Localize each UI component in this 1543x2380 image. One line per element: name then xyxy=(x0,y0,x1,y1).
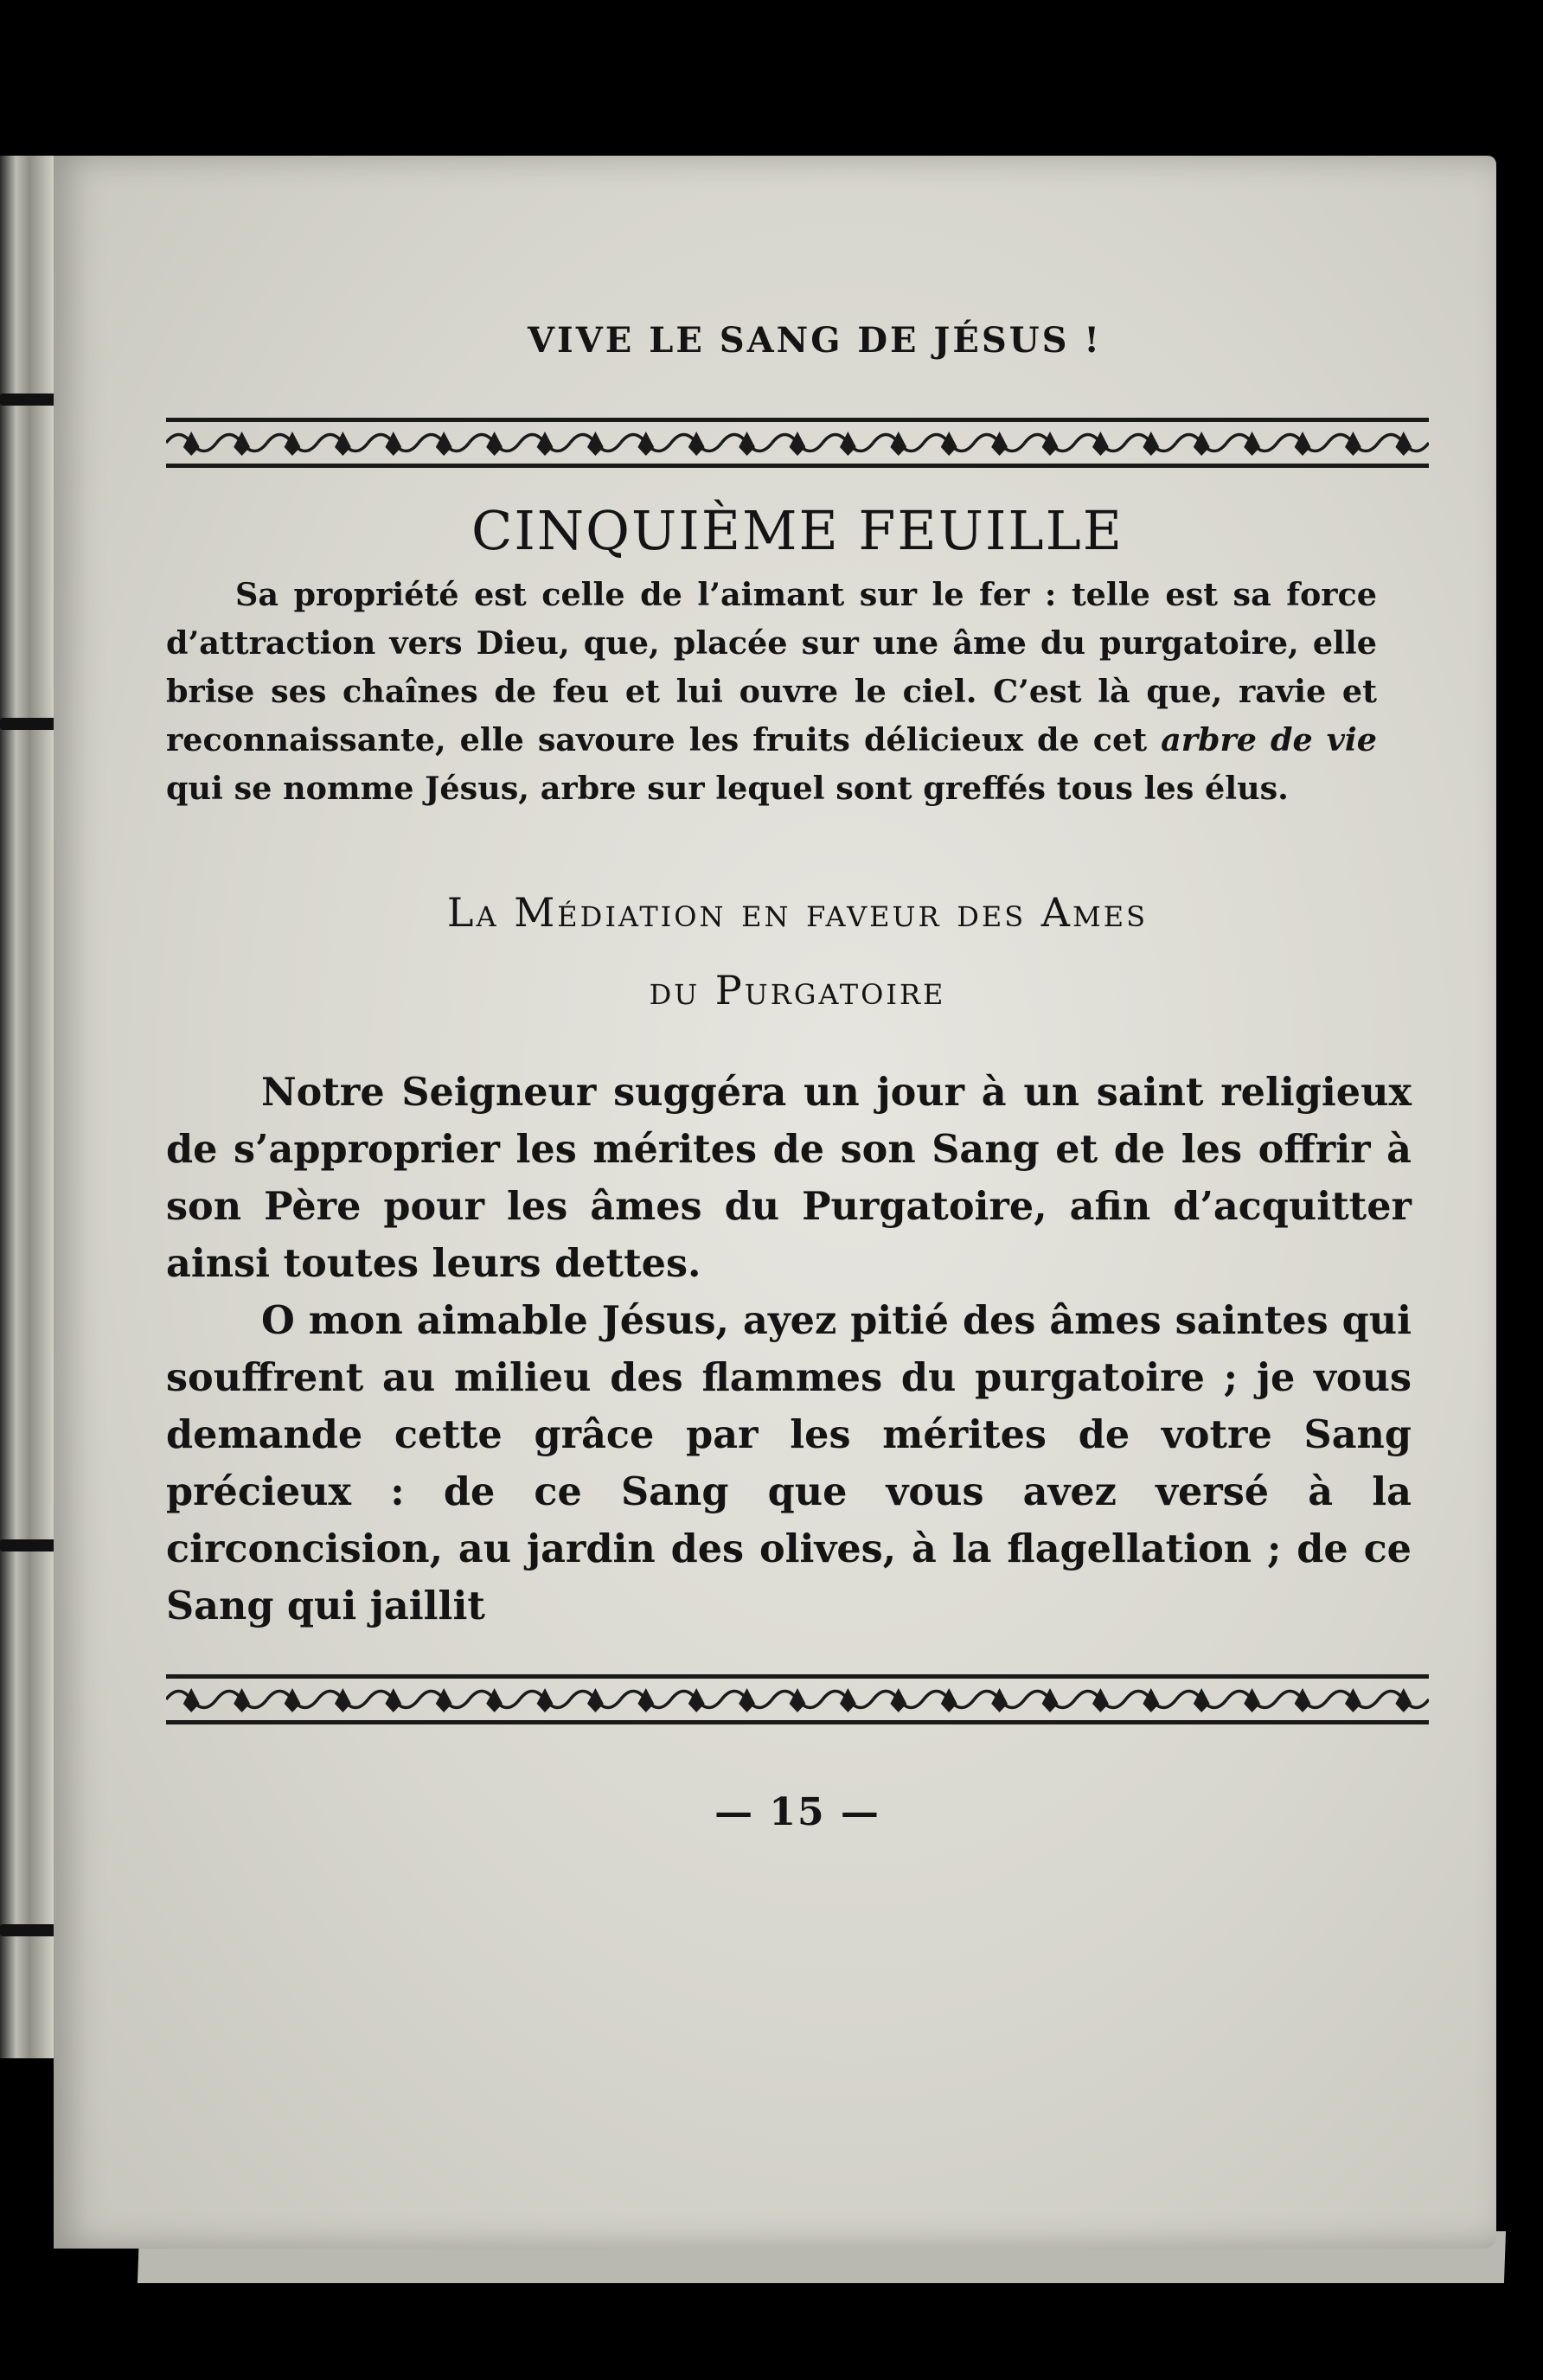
ornamental-border-top xyxy=(166,413,1429,473)
intro-paragraph xyxy=(166,571,1377,813)
running-head: VIVE LE SANG DE JÉSUS ! xyxy=(528,320,1102,361)
book-page xyxy=(54,156,1496,2249)
intro-text-2: qui se nomme Jésus, arbre sur lequel sont greffés tous les élus. xyxy=(166,770,1289,807)
ornament-band xyxy=(166,413,1429,473)
body-paragraph-1: Notre Seigneur suggéra un jour à un saint religieux de s’approprier les mérites de son Sang et de les offrir à son Père pour les âmes du Purgatoire, afin d’acquitter ainsi toutes leurs dettes. xyxy=(166,1070,1412,1286)
book-binding xyxy=(0,156,54,2058)
chapter-title: CINQUIÈME FEUILLE xyxy=(471,499,1124,562)
ornamental-border-bottom xyxy=(166,1669,1429,1730)
page-content xyxy=(166,320,1429,1834)
body-paragraph-2: O mon aimable Jésus, ayez pitié des âmes saintes qui souffrent au milieu des flammes du purgatoire ; je vous demande cette grâce par les mérites de votre Sang précieux : de ce Sang que vous avez versé à la circoncision, au jardin des olives, à la flagellation ; de ce Sang qui jaillit xyxy=(166,1298,1412,1628)
intro-italic: arbre de vie xyxy=(1161,721,1377,758)
section-heading-line-1: La Médiation en faveur des Ames xyxy=(446,889,1149,936)
intro-text-1: Sa propriété est celle de l’aimant sur le fer : telle est sa force d’attraction vers Dieu, que, placée sur une âme du purgatoire, elle brise ses chaînes de feu et lui ouvre le ciel. C’est là que, ravie et reconnaissante, elle savoure les fruits délicieux de cet xyxy=(166,576,1377,758)
section-heading-line-2: du Purgatoire xyxy=(649,967,946,1014)
section-heading xyxy=(166,873,1429,1029)
ornament-band xyxy=(166,1669,1429,1730)
page-number: — 15 — xyxy=(714,1790,880,1834)
